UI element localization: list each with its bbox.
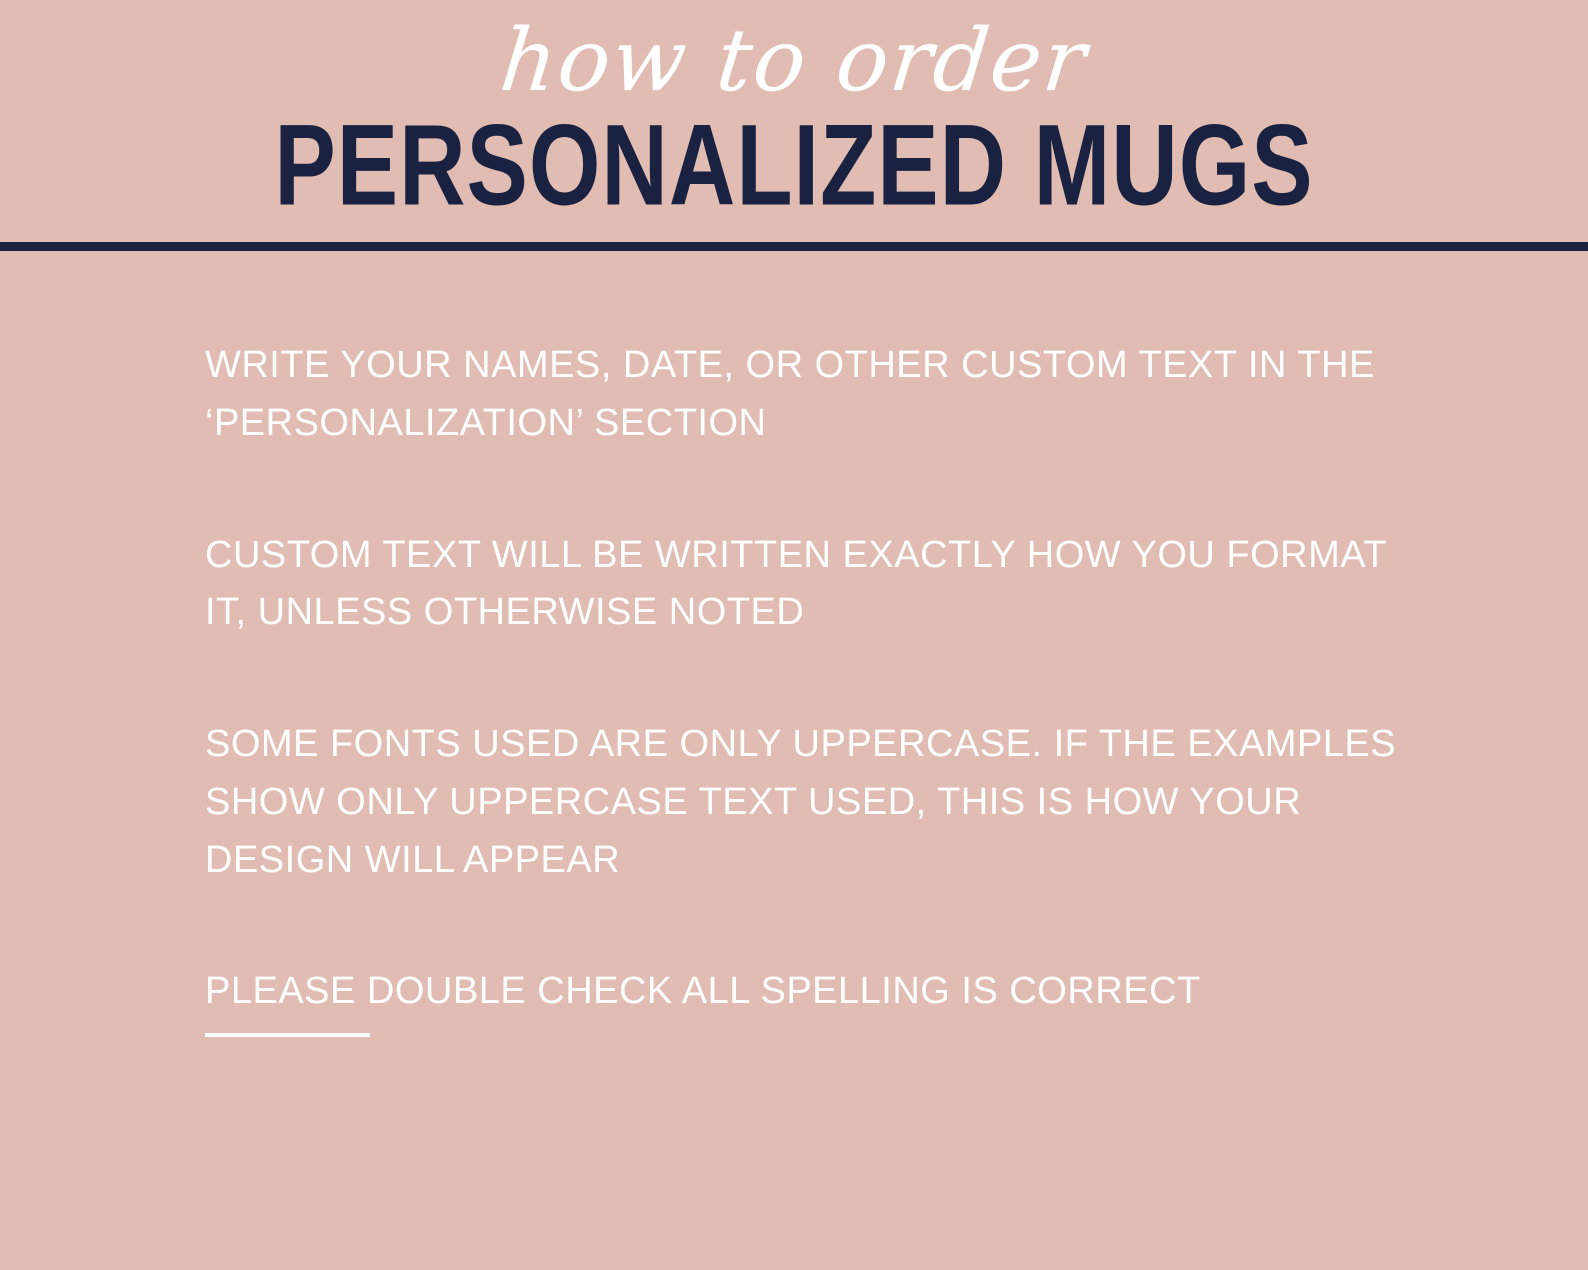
- page-title: PERSONALIZED MUGS: [274, 101, 1314, 230]
- header-divider: [0, 242, 1588, 251]
- instructions-list: [0, 251, 1588, 1031]
- header: [0, 0, 1588, 251]
- emphasis-underline: [205, 1033, 370, 1037]
- script-subtitle: how to order: [495, 11, 1093, 111]
- instruction-paragraph-3: SOME FONTS USED ARE ONLY UPPERCASE. IF THE EXAMPLES SHOW ONLY UPPERCASE TEXT USED, THIS IS HOW YOUR DESIGN WILL APPEAR: [205, 723, 1397, 881]
- instruction-paragraph-4: [205, 963, 1201, 1031]
- instruction-paragraph-4-text: PLEASE DOUBLE CHECK ALL SPELLING IS CORRECT: [205, 970, 1201, 1013]
- instruction-paragraph-1: WRITE YOUR NAMES, DATE, OR OTHER CUSTOM TEXT IN THE ‘PERSONALIZATION’ SECTION: [205, 344, 1375, 444]
- instruction-paragraph-2: CUSTOM TEXT WILL BE WRITTEN EXACTLY HOW YOU FORMAT IT, UNLESS OTHERWISE NOTED: [205, 533, 1387, 634]
